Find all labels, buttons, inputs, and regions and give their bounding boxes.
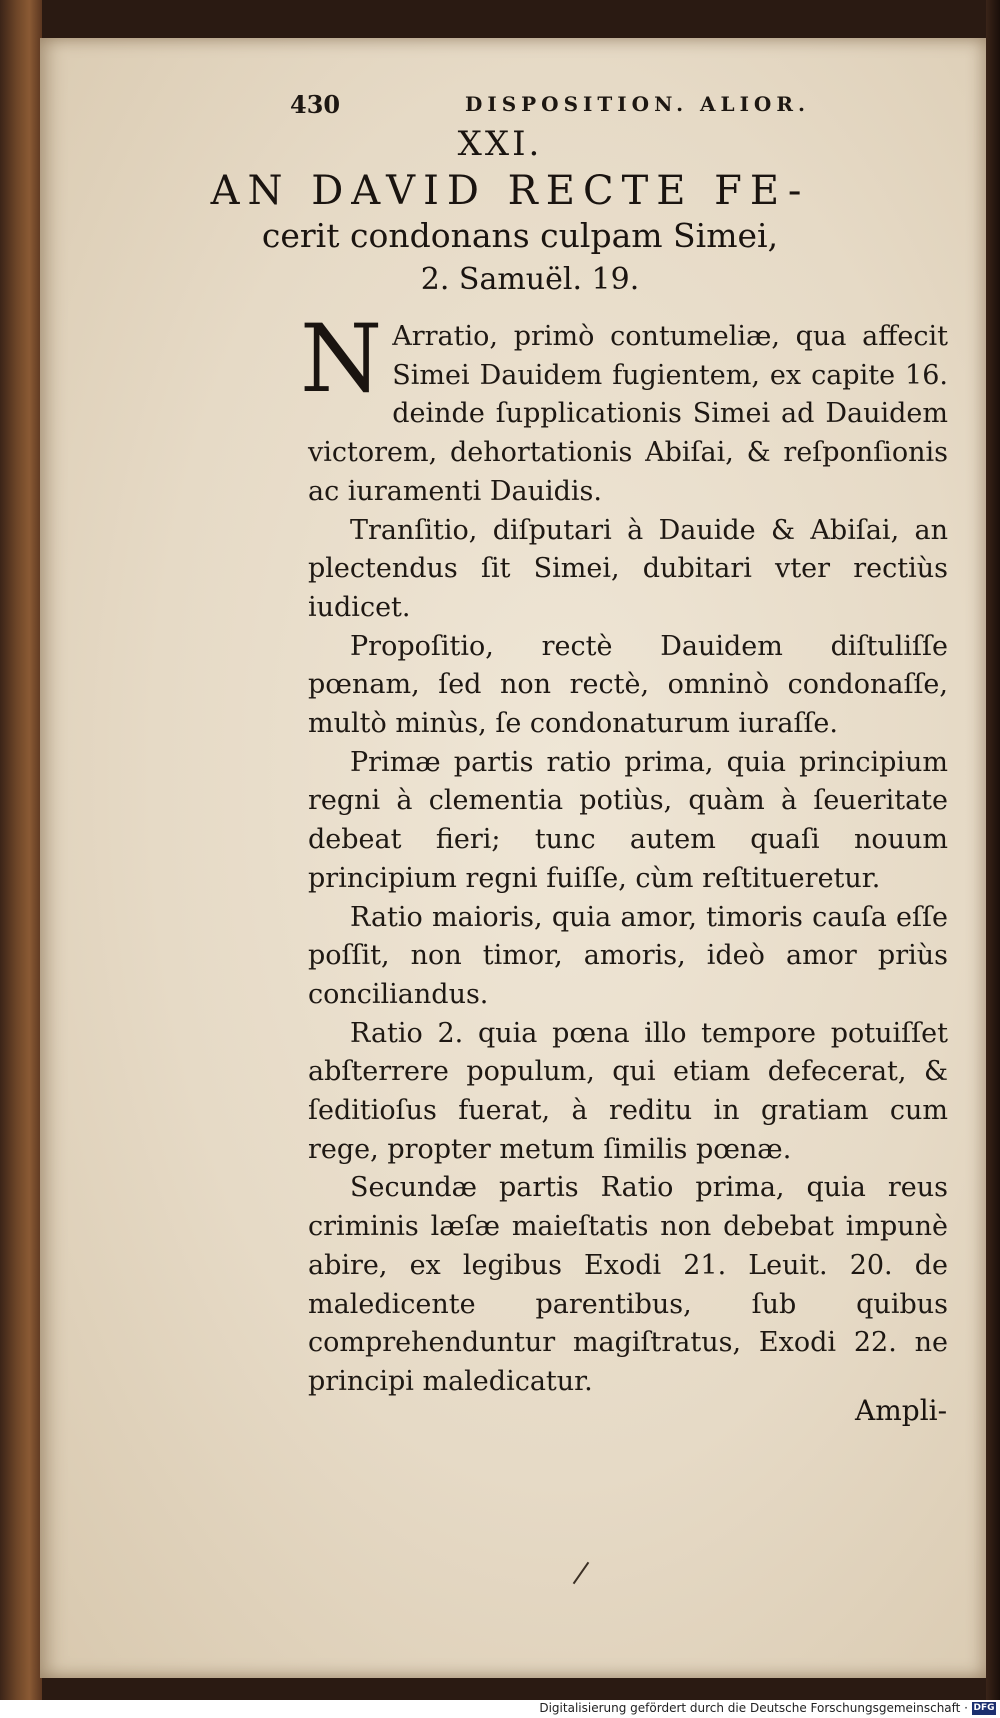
body-text xyxy=(300,305,948,1402)
paragraph-text: Arratio, primò contumeliæ, qua affecit Simei Dauidem fugientem, ex capite 16. deinde ſupplicationis Simei ad Dauidem victorem, dehortationis Abiſai, & reſponſionis ac iuramenti Dauidis. xyxy=(308,321,948,507)
catchword: Ampli- xyxy=(855,1394,948,1427)
chapter-title-line-3: 2. Samuël. 19. xyxy=(420,262,640,297)
digitization-credit: Digitalisierung gefördert durch die Deutsche Forschungsgemeinschaft · xyxy=(539,1701,968,1715)
paragraph-ratio-prima: Primæ partis ratio prima, quia principium regni à clementia potiùs, quàm à ſeueritate debeat fieri; tunc autem quaſi nouum principium regni fuiſſe, cùm reſtitueretur. xyxy=(308,746,948,894)
paragraph-ratio-secunda: Ratio 2. quia pœna illo tempore potuiſſet abſterrere populum, qui etiam defecerat, & ſeditioſus fuerat, à reditu in gratiam cum rege, propter metum ſimilis pœnæ. xyxy=(308,1017,948,1165)
paragraph-transitio: Tranſitio, diſputari à Dauide & Abiſai, an plectendus ſit Simei, dubitari vter rectiùs iudicet. xyxy=(308,514,948,623)
paragraph-ratio-maioris: Ratio maioris, quia amor, timoris cauſa eſſe poſſit, non timor, amoris, ideò amor priùs conciliandus. xyxy=(308,901,948,1010)
book-spine xyxy=(0,0,42,1700)
drop-cap: N xyxy=(300,305,383,414)
paragraph-propositio: Propoſitio, rectè Dauidem diſtuliſſe pœnam, ſed non rectè, omninò condonaſſe, multò minùs, ſe condonaturum iuraſſe. xyxy=(308,630,948,740)
paragraph-narratio xyxy=(300,305,948,512)
footer-bar xyxy=(0,1700,1000,1718)
page-header xyxy=(290,90,810,122)
chapter-title-line-2: cerit condonans culpam Simei, xyxy=(261,216,779,255)
paragraph-secundae-partis: Secundæ partis Ratio prima, quia reus criminis læſæ maieſtatis non debebat impunè abire, ex legibus Exodi 21. Leuit. 20. de maledicente parentibus, ſub quibus comprehenduntur magiſtratus, Exodi 22. ne principi maledicatur. xyxy=(308,1172,948,1397)
book-edge xyxy=(986,0,1000,1700)
dfg-logo-icon: DFG xyxy=(973,1703,995,1713)
chapter-title-line-1: AN DAVID RECTE FE- xyxy=(210,168,810,214)
page-number: 430 xyxy=(290,90,341,119)
running-head: DISPOSITION. ALIOR. xyxy=(465,92,810,116)
chapter-number: XXI. xyxy=(457,124,543,164)
